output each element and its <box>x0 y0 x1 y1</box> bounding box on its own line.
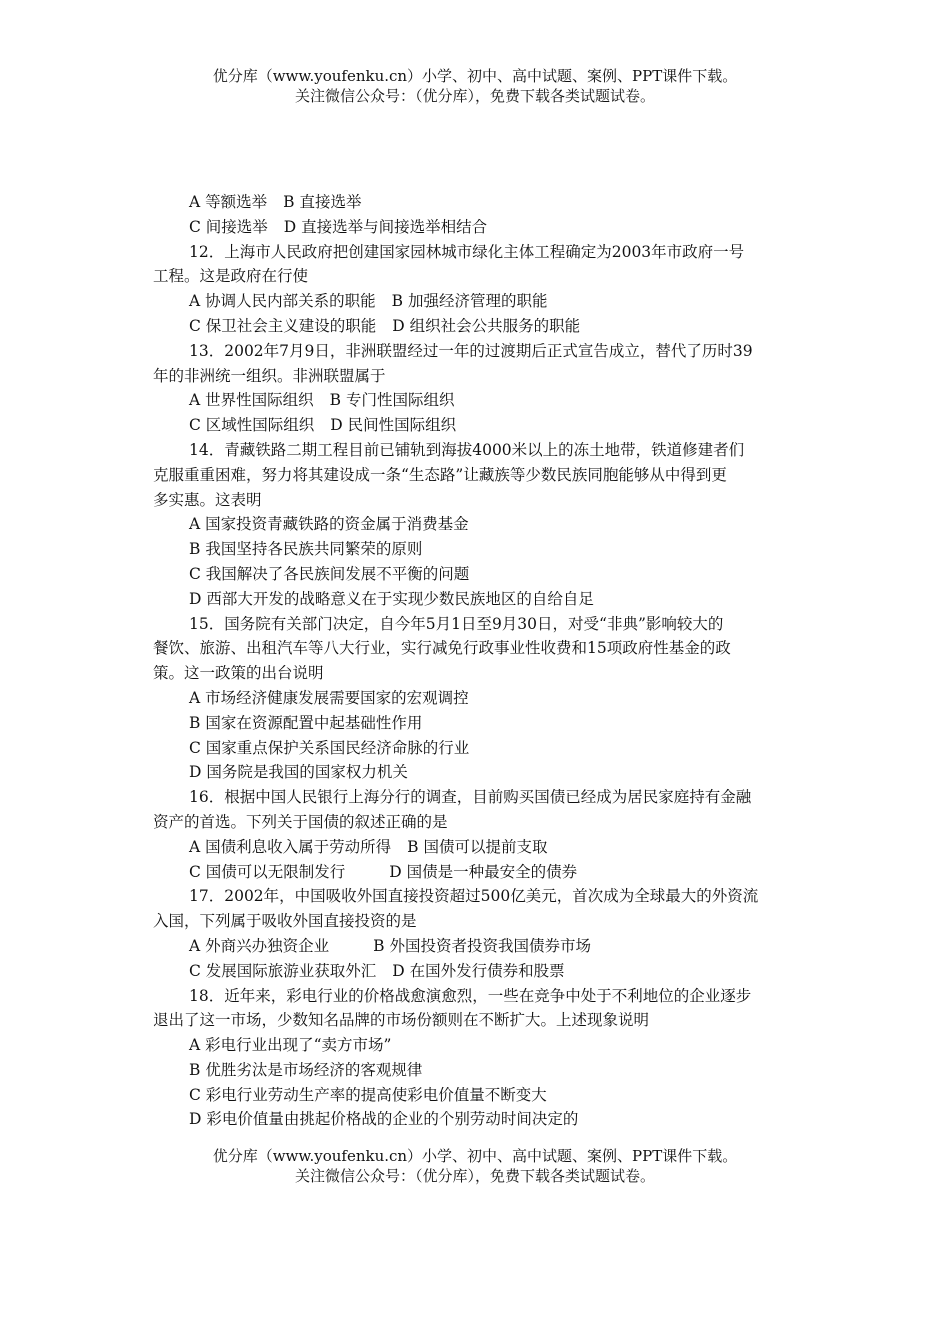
q16-stem-line-2: 资产的首选。下列关于国债的叙述正确的是 <box>153 812 448 831</box>
q17-option-c: C 发展国际旅游业获取外汇 <box>189 961 377 980</box>
header-line-2: 关注微信公众号：（优分库），免费下载各类试题试卷。 <box>294 87 655 105</box>
q13-option-a: A 世界性国际组织 <box>189 391 314 410</box>
q17-option-b: B 外国投资者投资我国债券市场 <box>373 936 591 955</box>
q13-option-c: C 区域性国际组织 <box>189 416 315 435</box>
q12-options-row-1 <box>153 289 798 314</box>
q14-option-d: D 西部大开发的战略意义在于实现少数民族地区的自给自足 <box>189 589 594 608</box>
q16-option-c: C 国债可以无限制发行 <box>189 862 346 881</box>
q14-option-b: B 我国坚持各民族共同繁荣的原则 <box>189 540 423 559</box>
q11-option-b: B 直接选举 <box>283 193 362 211</box>
q11-options-row-2 <box>153 215 798 240</box>
q17-options-row-2 <box>153 959 798 984</box>
footer-line-1: 优分库（www.youfenku.cn）小学、初中、高中试题、案例、PPT课件下载。 <box>212 1147 738 1165</box>
q15-option-b: B 国家在资源配置中起基础性作用 <box>189 713 423 732</box>
q14-option-c: C 我国解决了各民族间发展不平衡的问题 <box>189 564 470 583</box>
q15-option-c: C 国家重点保护关系国民经济命脉的行业 <box>189 738 470 757</box>
q16-options-row-1 <box>153 835 798 860</box>
q18-stem-line-1: 18．近年来，彩电行业的价格战愈演愈烈，一些在竞争中处于不利地位的企业逐步 <box>189 986 752 1005</box>
q14-stem-line-2: 克服重重困难，努力将其建设成一条“生态路”让藏族等少数民族同胞能够从中得到更 <box>153 465 727 484</box>
q13-options-row-1 <box>153 388 798 413</box>
q17-stem-line-2: 入国，下列属于吸收外国直接投资的是 <box>153 912 417 931</box>
q16-option-b: B 国债可以提前支取 <box>407 837 548 856</box>
q12-stem-line-1: 12．上海市人民政府把创建国家园林城市绿化主体工程确定为2003年市政府一号 <box>189 242 745 261</box>
q18-option-b: B 优胜劣汰是市场经济的客观规律 <box>189 1060 423 1079</box>
q17-stem-line-1: 17．2002年，中国吸收外国直接投资超过500亿美元，首次成为全球最大的外资流 <box>189 887 759 906</box>
q17-options-row-1 <box>153 934 798 959</box>
q12-option-a: A 协调人民内部关系的职能 <box>189 292 376 311</box>
page-header <box>0 66 950 106</box>
q18-option-c: C 彩电行业劳动生产率的提高使彩电价值量不断变大 <box>189 1085 547 1104</box>
q13-stem-line-1: 13．2002年7月9日，非洲联盟经过一年的过渡期后正式宣告成立，替代了历时39 <box>189 341 753 360</box>
q15-stem-line-3: 策。这一政策的出台说明 <box>153 664 324 683</box>
q15-option-d: D 国务院是我国的国家权力机关 <box>189 763 408 782</box>
q11-options-row-1 <box>153 190 798 215</box>
q11-option-a: A 等额选举 <box>189 193 268 211</box>
page-footer <box>0 1146 950 1186</box>
q16-option-d: D 国债是一种最安全的债券 <box>389 862 578 881</box>
q16-options-row-2 <box>153 860 798 885</box>
q16-stem-line-1: 16．根据中国人民银行上海分行的调查，目前购买国债已经成为居民家庭持有金融 <box>189 788 752 807</box>
q12-stem-line-2: 工程。这是政府在行使 <box>153 267 309 286</box>
q12-option-b: B 加强经济管理的职能 <box>391 292 548 311</box>
q18-stem-line-2: 退出了这一市场，少数知名品牌的市场份额则在不断扩大。上述现象说明 <box>153 1011 650 1030</box>
q14-stem-line-1: 14．青藏铁路二期工程目前已铺轨到海拔4000米以上的冻土地带，铁道修建者们 <box>189 440 745 459</box>
q15-stem-line-1: 15．国务院有关部门决定，自今年5月1日至9月30日，对受“非典”影响较大的 <box>189 614 724 633</box>
q12-option-d: D 组织社会公共服务的职能 <box>392 316 581 335</box>
q13-options-row-2 <box>153 413 798 438</box>
header-line-1: 优分库（www.youfenku.cn）小学、初中、高中试题、案例、PPT课件下载。 <box>212 67 738 85</box>
q17-option-d: D 在国外发行债券和股票 <box>392 961 565 980</box>
question-content <box>153 190 798 1132</box>
q18-option-d: D 彩电价值量由挑起价格战的企业的个别劳动时间决定的 <box>189 1110 579 1129</box>
footer-line-2: 关注微信公众号：（优分库），免费下载各类试题试卷。 <box>294 1167 655 1185</box>
q15-stem-line-2: 餐饮、旅游、出租汽车等八大行业，实行减免行政事业性收费和15项政府性基金的政 <box>153 639 731 658</box>
q18-option-a: A 彩电行业出现了“卖方市场” <box>189 1036 392 1055</box>
q13-option-b: B 专门性国际组织 <box>329 391 455 410</box>
q12-option-c: C 保卫社会主义建设的职能 <box>189 316 377 335</box>
q17-option-a: A 外商兴办独资企业 <box>189 936 330 955</box>
q11-option-d: D 直接选举与间接选举相结合 <box>283 217 488 236</box>
q16-option-a: A 国债利息收入属于劳动所得 <box>189 837 392 856</box>
q12-options-row-2 <box>153 314 798 339</box>
q14-stem-line-3: 多实惠。这表明 <box>153 490 262 509</box>
q13-stem-line-2: 年的非洲统一组织。非洲联盟属于 <box>153 366 386 385</box>
q14-option-a: A 国家投资青藏铁路的资金属于消费基金 <box>189 515 469 534</box>
q13-option-d: D 民间性国际组织 <box>330 416 457 435</box>
q15-option-a: A 市场经济健康发展需要国家的宏观调控 <box>189 688 469 707</box>
q11-option-c: C 间接选举 <box>189 217 268 236</box>
